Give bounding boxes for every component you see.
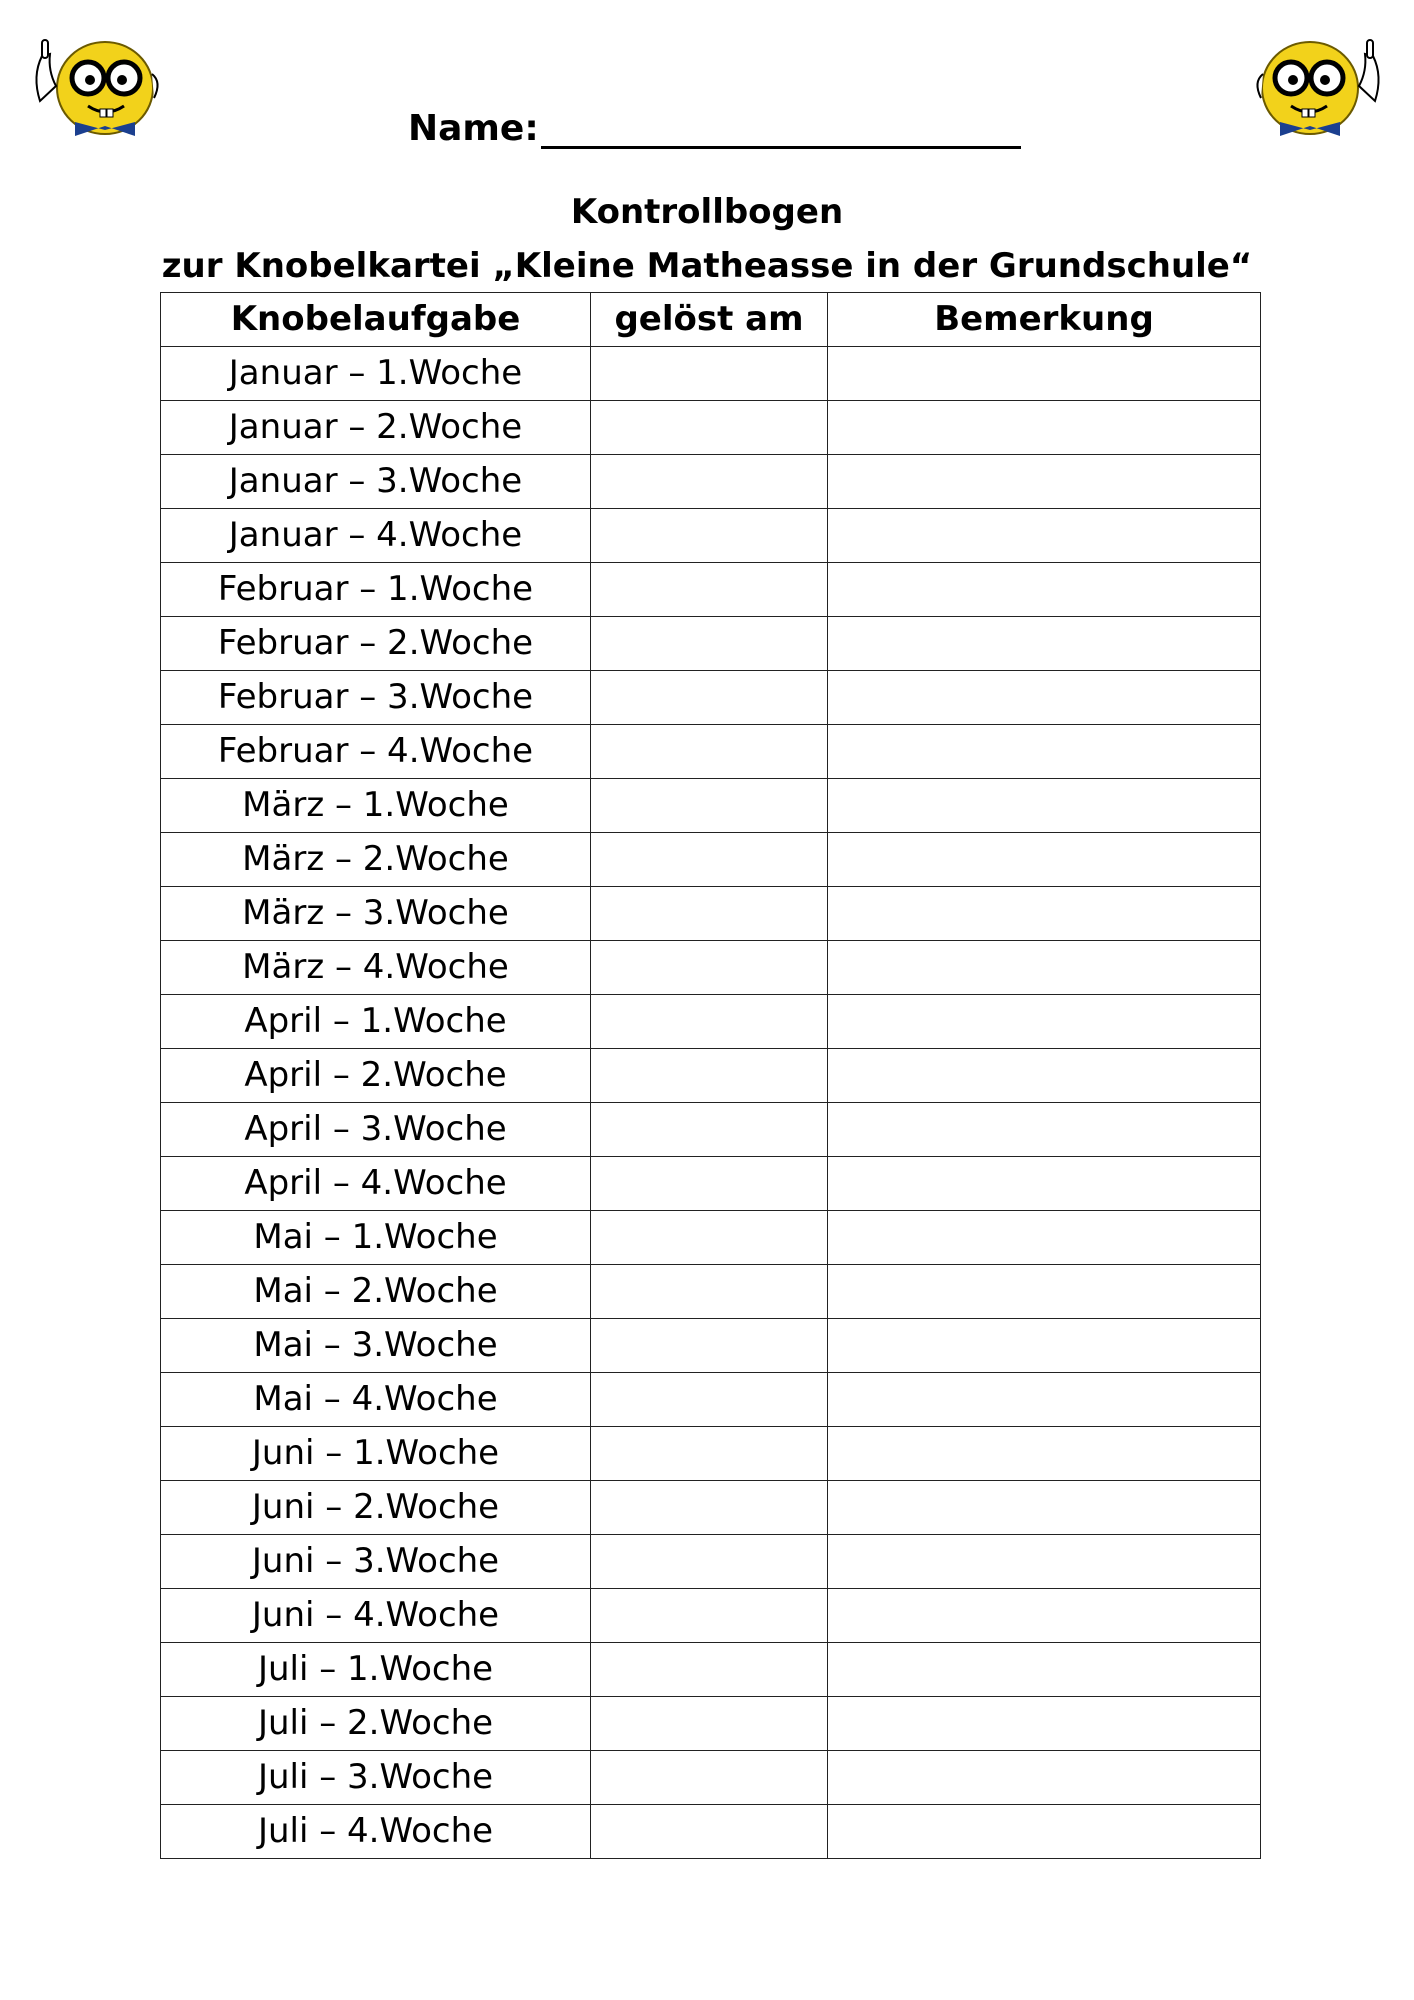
table-row [161, 563, 1261, 617]
solved-on-cell[interactable] [591, 1049, 828, 1103]
remark-cell[interactable] [828, 347, 1261, 401]
solved-on-cell[interactable] [591, 941, 828, 995]
table-row [161, 1697, 1261, 1751]
solved-on-cell[interactable] [591, 1643, 828, 1697]
task-cell: Januar – 4.Woche [161, 509, 591, 563]
table-header-row [161, 293, 1261, 347]
solved-on-cell[interactable] [591, 833, 828, 887]
page-title: Kontrollbogen [570, 192, 844, 232]
solved-on-cell[interactable] [591, 1805, 828, 1859]
name-blank-line[interactable] [541, 110, 1021, 149]
task-cell: Februar – 3.Woche [161, 671, 591, 725]
table-row [161, 1049, 1261, 1103]
remark-cell[interactable] [828, 1481, 1261, 1535]
table-row [161, 887, 1261, 941]
task-cell: April – 3.Woche [161, 1103, 591, 1157]
remark-cell[interactable] [828, 1049, 1261, 1103]
task-cell: März – 4.Woche [161, 941, 591, 995]
task-cell: Mai – 2.Woche [161, 1265, 591, 1319]
remark-cell[interactable] [828, 563, 1261, 617]
remark-cell[interactable] [828, 401, 1261, 455]
table-row [161, 1103, 1261, 1157]
checklist-table [160, 292, 1261, 1859]
table-row [161, 1265, 1261, 1319]
solved-on-cell[interactable] [591, 563, 828, 617]
table-row [161, 347, 1261, 401]
task-cell: Juni – 4.Woche [161, 1589, 591, 1643]
table-row [161, 725, 1261, 779]
remark-cell[interactable] [828, 1427, 1261, 1481]
task-cell: März – 2.Woche [161, 833, 591, 887]
remark-cell[interactable] [828, 455, 1261, 509]
solved-on-cell[interactable] [591, 725, 828, 779]
remark-cell[interactable] [828, 995, 1261, 1049]
remark-cell[interactable] [828, 1751, 1261, 1805]
task-cell: Mai – 4.Woche [161, 1373, 591, 1427]
task-cell: Februar – 4.Woche [161, 725, 591, 779]
solved-on-cell[interactable] [591, 1319, 828, 1373]
task-cell: April – 2.Woche [161, 1049, 591, 1103]
task-cell: Juni – 1.Woche [161, 1427, 591, 1481]
table-row [161, 1319, 1261, 1373]
task-cell: März – 1.Woche [161, 779, 591, 833]
nerd-emoji-icon [20, 26, 170, 146]
task-cell: Januar – 2.Woche [161, 401, 591, 455]
remark-cell[interactable] [828, 617, 1261, 671]
remark-cell[interactable] [828, 1211, 1261, 1265]
solved-on-cell[interactable] [591, 1427, 828, 1481]
remark-cell[interactable] [828, 1589, 1261, 1643]
task-cell: Februar – 2.Woche [161, 617, 591, 671]
table-row [161, 941, 1261, 995]
solved-on-cell[interactable] [591, 1157, 828, 1211]
solved-on-cell[interactable] [591, 1589, 828, 1643]
remark-cell[interactable] [828, 1805, 1261, 1859]
table-row [161, 833, 1261, 887]
table-row [161, 1481, 1261, 1535]
solved-on-cell[interactable] [591, 1697, 828, 1751]
remark-cell[interactable] [828, 1535, 1261, 1589]
table-row [161, 509, 1261, 563]
table-row [161, 1589, 1261, 1643]
task-cell: Mai – 3.Woche [161, 1319, 591, 1373]
solved-on-cell[interactable] [591, 347, 828, 401]
column-header-remark: Bemerkung [828, 293, 1261, 347]
table-row [161, 455, 1261, 509]
nerd-emoji-icon [1245, 26, 1395, 146]
task-cell: Juli – 4.Woche [161, 1805, 591, 1859]
remark-cell[interactable] [828, 1373, 1261, 1427]
task-cell: April – 1.Woche [161, 995, 591, 1049]
solved-on-cell[interactable] [591, 1481, 828, 1535]
remark-cell[interactable] [828, 941, 1261, 995]
solved-on-cell[interactable] [591, 1535, 828, 1589]
remark-cell[interactable] [828, 1103, 1261, 1157]
column-header-task: Knobelaufgabe [161, 293, 591, 347]
task-cell: März – 3.Woche [161, 887, 591, 941]
task-cell: Juli – 2.Woche [161, 1697, 591, 1751]
task-cell: Januar – 1.Woche [161, 347, 591, 401]
task-cell: Januar – 3.Woche [161, 455, 591, 509]
table-row [161, 1805, 1261, 1859]
task-cell: Juli – 1.Woche [161, 1643, 591, 1697]
remark-cell[interactable] [828, 887, 1261, 941]
remark-cell[interactable] [828, 779, 1261, 833]
remark-cell[interactable] [828, 1643, 1261, 1697]
solved-on-cell[interactable] [591, 1103, 828, 1157]
solved-on-cell[interactable] [591, 509, 828, 563]
remark-cell[interactable] [828, 833, 1261, 887]
task-cell: Juni – 2.Woche [161, 1481, 591, 1535]
table-row [161, 671, 1261, 725]
table-row [161, 1211, 1261, 1265]
remark-cell[interactable] [828, 725, 1261, 779]
remark-cell[interactable] [828, 1265, 1261, 1319]
task-cell: Februar – 1.Woche [161, 563, 591, 617]
task-cell: Juli – 3.Woche [161, 1751, 591, 1805]
solved-on-cell[interactable] [591, 887, 828, 941]
column-header-solved-on: gelöst am [591, 293, 828, 347]
task-cell: Juni – 3.Woche [161, 1535, 591, 1589]
solved-on-cell[interactable] [591, 995, 828, 1049]
remark-cell[interactable] [828, 671, 1261, 725]
name-field [408, 108, 1021, 149]
solved-on-cell[interactable] [591, 1211, 828, 1265]
task-cell: Mai – 1.Woche [161, 1211, 591, 1265]
solved-on-cell[interactable] [591, 1373, 828, 1427]
solved-on-cell[interactable] [591, 617, 828, 671]
table-row [161, 995, 1261, 1049]
remark-cell[interactable] [828, 509, 1261, 563]
solved-on-cell[interactable] [591, 1265, 828, 1319]
solved-on-cell[interactable] [591, 455, 828, 509]
table-row [161, 401, 1261, 455]
solved-on-cell[interactable] [591, 671, 828, 725]
table-row [161, 1751, 1261, 1805]
table-row [161, 1157, 1261, 1211]
table-row [161, 1427, 1261, 1481]
remark-cell[interactable] [828, 1157, 1261, 1211]
remark-cell[interactable] [828, 1697, 1261, 1751]
solved-on-cell[interactable] [591, 401, 828, 455]
table-row [161, 779, 1261, 833]
solved-on-cell[interactable] [591, 779, 828, 833]
remark-cell[interactable] [828, 1319, 1261, 1373]
table-row [161, 1535, 1261, 1589]
solved-on-cell[interactable] [591, 1751, 828, 1805]
table-row [161, 1373, 1261, 1427]
name-label: Name: [408, 108, 539, 149]
table-row [161, 1643, 1261, 1697]
page-subtitle: zur Knobelkartei „Kleine Matheasse in der Grundschule“ [161, 246, 1253, 286]
task-cell: April – 4.Woche [161, 1157, 591, 1211]
table-row [161, 617, 1261, 671]
